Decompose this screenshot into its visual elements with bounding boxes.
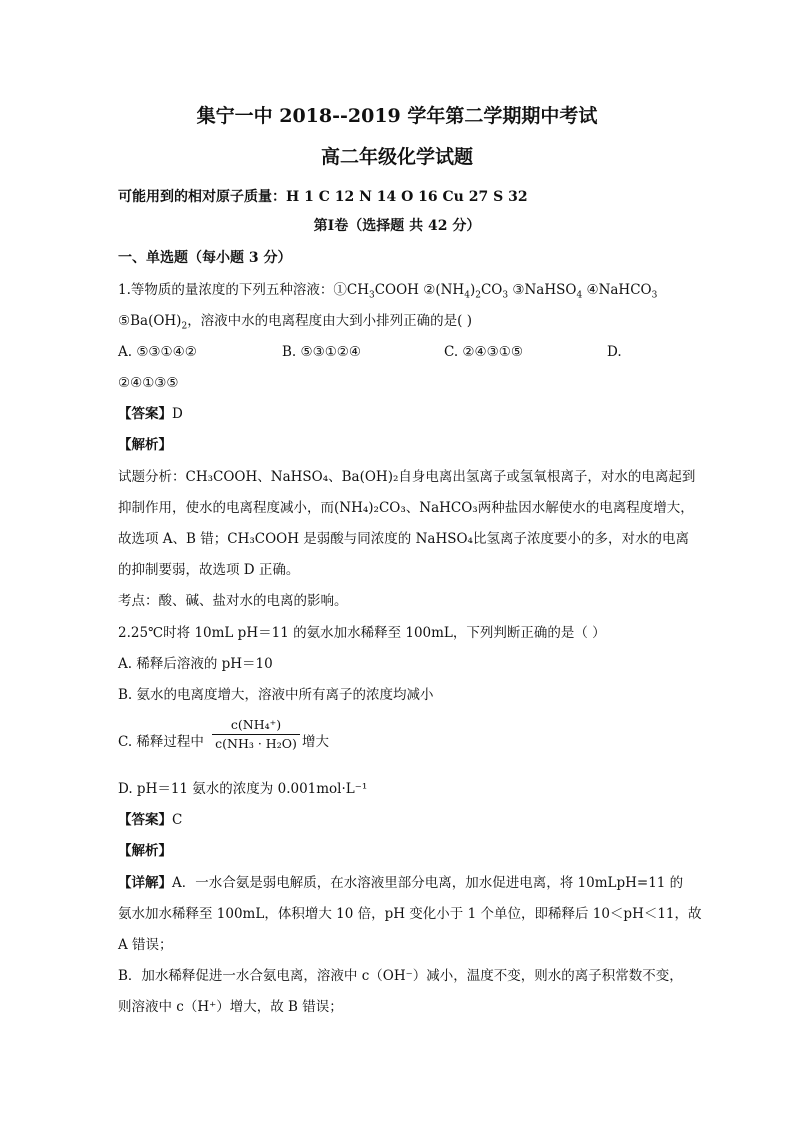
q2-option-a: A. 稀释后溶液的 pH＝10 [118, 656, 273, 672]
q2-option-c-suffix: 增大 [302, 734, 329, 750]
q1-option-d: D. [607, 344, 622, 360]
fraction-denominator: c(NH₃ · H₂O) [215, 736, 297, 751]
q2-detail-line: A 错误； [118, 937, 173, 953]
fraction-bar [212, 734, 300, 735]
q1-stem-seg: ，溶液中水的电离程度由大到小排列正确的是( ) [187, 313, 473, 329]
q2-option-d: D. pH＝11 氨水的浓度为 0.001mol·L⁻¹ [118, 781, 368, 797]
q2-detail-line [118, 874, 683, 892]
q2-analysis-tag: 【解析】 [118, 843, 172, 859]
q1-option-a: A. ⑤③①④② [118, 344, 197, 360]
answer-value: C [172, 812, 183, 828]
q1-analysis-line: 的抑制要弱，故选项 D 正确。 [118, 562, 300, 578]
q1-analysis-tag: 【解析】 [118, 437, 172, 453]
q1-stem-line2: $⑤Ba(OH)_2$，溶液中水的电离程度由大到小排列正确的是( ) [118, 313, 473, 332]
q1-stem-seg: ④NaHCO [582, 282, 652, 298]
q2-answer [118, 811, 182, 829]
q2-option-c-prefix: C. 稀释过程中 [118, 734, 204, 750]
q1-analysis-line: 试题分析：CH₃COOH、NaHSO₄、Ba(OH)₂自身电离出氢离子或氢氧根离子，对水的电离起到 [118, 469, 696, 485]
q1-analysis-line: 故选项 A、B 错；CH₃COOH 是弱酸与同浓度的 NaHSO₄比氢离子浓度要小的多，对水的电离 [118, 531, 689, 547]
q1-stem-seg: 1.等物质的量浓度的下列五种溶液：①CH [118, 282, 369, 298]
answer-value: D [172, 406, 183, 422]
exam-subtitle: 高二年级化学试题 [320, 146, 473, 168]
q1-option-b: B. ⑤③①②④ [282, 344, 362, 360]
q1-stem-seg: COOH ②(NH [374, 282, 465, 298]
q1-answer [118, 405, 183, 423]
q2-fraction [212, 717, 300, 752]
q2-stem: 2.25℃时将 10mL pH＝11 的氨水加水稀释至 100mL，下列判断正确的是（ ） [118, 625, 606, 641]
q1-option-c: C. ②④③①⑤ [444, 344, 523, 360]
exam-title: 集宁一中 2018--2019 学年第二学期期中考试 [196, 105, 598, 127]
q2-detail-line: 则溶液中 c（H⁺）增大，故 B 错误； [118, 999, 343, 1015]
detail-text: A．一水合氨是弱电解质，在水溶液里部分电离，加水促进电离，将 10mLpH=11 的 [172, 875, 684, 891]
q1-stem-seg: ⑤Ba(OH) [118, 313, 182, 329]
q2-option-b: B. 氨水的电离度增大，溶液中所有离子的浓度均减小 [118, 687, 434, 703]
q1-option-d-cont: ②④①③⑤ [118, 375, 179, 391]
section-heading: 第Ⅰ卷（选择题 共 42 分） [313, 218, 481, 234]
q1-stem-seg: ③NaHSO [508, 282, 577, 298]
q1-stem-seg: ) [469, 282, 476, 298]
fraction-numerator: c(NH₄⁺) [230, 717, 282, 732]
answer-tag: 【答案】 [118, 406, 172, 422]
q1-stem-line1: 1.等物质的量浓度的下列五种溶液：$①CH_3COOH$ $②(NH_4)_2CO_3$ ③NaHSO$_4$ ④NaHCO$_3$ [118, 282, 658, 301]
detail-tag: 【详解】 [118, 875, 172, 891]
q1-analysis-line: 抑制作用，使水的电离程度减小，而(NH₄)₂CO₃、NaHCO₃两种盐因水解使水的电离程度增大， [118, 500, 694, 516]
q2-detail-line: 氨水加水稀释至 100mL，体积增大 10 倍，pH 变化小于 1 个单位，即稀释后 10＜pH＜11，故 [118, 906, 702, 922]
part-heading: 一、单选题（每小题 3 分） [118, 250, 292, 266]
atomic-mass-line: 可能用到的相对原子质量：H 1 C 12 N 14 O 16 Cu 27 S 32 [118, 189, 528, 205]
q2-detail-line: B．加水稀释促进一水合氨电离，溶液中 c（OH⁻）减小，温度不变，则水的离子积常数不变， [118, 968, 683, 984]
q1-stem-seg: CO [480, 282, 503, 298]
q1-analysis-line: 考点：酸、碱、盐对水的电离的影响。 [118, 593, 348, 609]
answer-tag: 【答案】 [118, 812, 172, 828]
